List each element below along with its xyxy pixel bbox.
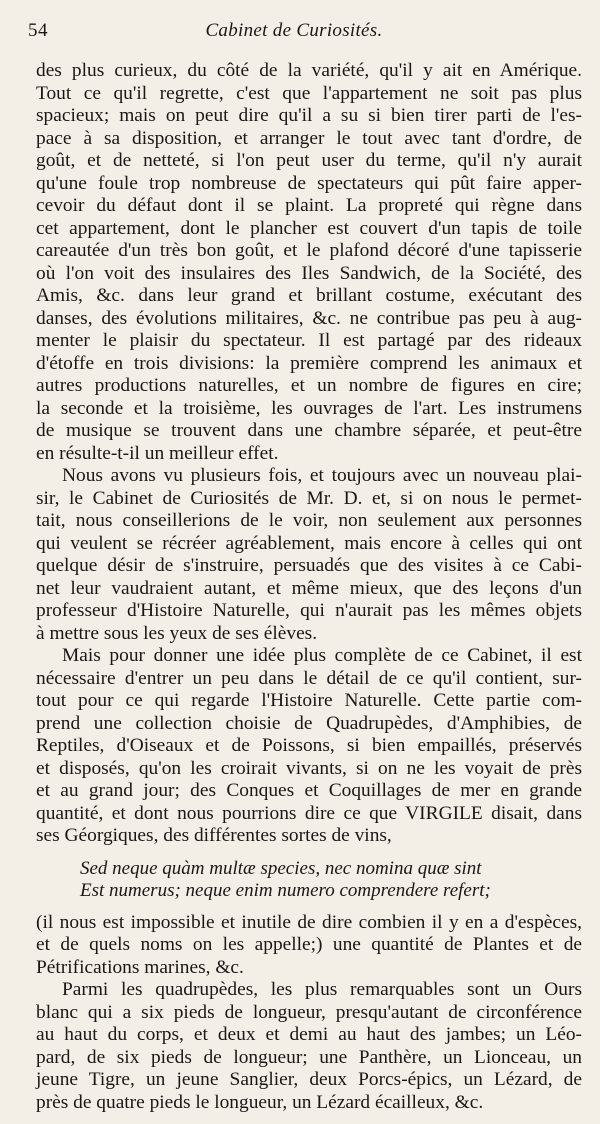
text-line: et de quels noms on les appelle;) une quantité de Plantes et de (36, 934, 582, 955)
running-title: Cabinet de Curiosités. (205, 20, 383, 41)
text-line: pace à sa disposition, et arranger le tout avec tant d'ordre, de (36, 127, 582, 149)
latin-verse (36, 858, 582, 902)
text-line: Pétrifications marines, &c. (36, 956, 244, 978)
text-line: danses, des évolutions militaires, &c. ne contribue pas peu à aug- (36, 307, 582, 329)
text-line: professeur d'Histoire Naturelle, qui n'aurait pas les mêmes objets (36, 600, 582, 621)
page-number: 54 (28, 20, 48, 41)
paragraph (36, 60, 582, 465)
page-body (36, 60, 582, 1114)
text-line: pard, de six pieds de longueur; une Panthère, un Lionceau, un (36, 1046, 582, 1068)
page-header (28, 18, 560, 48)
text-line: careautée d'un très bon goût, et le plafond décoré d'une tapisserie (36, 240, 582, 261)
verse-line: Sed neque quàm multæ species, nec nomina quæ sint (80, 857, 482, 879)
text-line: d'étoffe en trois divisions: la première comprend les animaux et (36, 352, 582, 374)
text-line: jeune Tigre, un jeune Sanglier, deux Porcs-épics, un Lézard, de (36, 1069, 582, 1090)
paragraph (36, 979, 582, 1114)
text-line: autres productions naturelles, et un nombre de figures en cire; (36, 375, 582, 396)
text-line: et au grand jour; des Conques et Coquillages de mer en grande (36, 780, 582, 801)
text-line: qui veulent se récréer agréablement, mais encore à celles qui ont (36, 532, 582, 554)
text-line: net leur vaudraient autant, et même mieux, que des leçons d'un (36, 577, 582, 599)
text-line: tait, nous conseillerions de le voir, non seulement aux personnes (36, 510, 582, 531)
text-line: près de quatre pieds le longueur, un Lézard écailleux, &c. (36, 1091, 484, 1113)
text-line: quelque désir de s'instruire, persuadés que des visites à ce Cabi- (36, 555, 582, 576)
text-line: au haut du corps, et deux et demi au haut des jambes; un Léo- (36, 1024, 582, 1045)
text-line: de musique se trouvent dans une chambre séparée, et peut-être (36, 420, 582, 441)
text-line: blanc qui a six pieds de longueur, presqu'autant de circonférence (36, 1001, 582, 1023)
text-line: et disposés, qu'on les croirait vivants, si on ne les voyait de près (36, 757, 582, 779)
spacer (36, 902, 582, 912)
verse-line: Est numerus; neque enim numero comprendere refert; (80, 879, 491, 901)
text-line: à mettre sous les yeux de ses élèves. (36, 622, 318, 644)
text-line: (il nous est impossible et inutile de dire combien il y en a d'espèces, (36, 911, 582, 933)
text-line: en résulte-t-il un meilleur effet. (36, 442, 279, 464)
text-line: Nous avons vu plusieurs fois, et toujours avec un nouveau plai- (62, 465, 582, 486)
text-line: goût, et de netteté, si l'on peut user du terme, qu'il n'y aurait (36, 150, 582, 171)
text-line: nécessaire d'entrer un peu dans le détail de ce qu'il contient, sur- (36, 667, 582, 689)
text-line: qu'une foule trop nombreuse de spectateurs qui pût faire apper- (36, 172, 582, 194)
paragraph (36, 912, 582, 980)
text-line: Amis, &c. dans leur grand et brillant costume, exécutant des (36, 285, 582, 306)
text-line: cet appartement, dont le plancher est couvert d'un tapis de toile (36, 217, 582, 239)
text-line: Mais pour donner une idée plus complète de ce Cabinet, il est (62, 645, 582, 666)
text-line: Parmi les quadrupèdes, les plus remarquables sont un Ours (62, 979, 582, 1000)
text-line: ses Géorgiques, des différentes sortes de vins, (36, 825, 392, 846)
text-line: tout pour ce qui regarde l'Histoire Naturelle. Cette partie com- (36, 690, 582, 711)
text-line: menter le plaisir du spectateur. Il est partagé par des rideaux (36, 330, 582, 351)
paragraph (36, 465, 582, 645)
text-line: Reptiles, d'Oiseaux et de Poissons, si bien empaillés, préservés (36, 735, 582, 756)
text-line: prend une collection choisie de Quadrupèdes, d'Amphibies, de (36, 712, 582, 734)
text-line: spacieux; mais on peut dire qu'il a su si bien tirer parti de l'es- (36, 105, 582, 126)
spacer (36, 848, 582, 858)
text-line: cevoir du défaut dont il se plaint. La propreté qui règne dans (36, 195, 582, 216)
text-line: Tout ce qu'il regrette, c'est que l'appartement ne soit pas plus (36, 82, 582, 104)
text-line: des plus curieux, du côté de la variété, qu'il y ait en Amérique. (36, 60, 582, 81)
text-line: quantité, et dont nous pourrions dire ce que VIRGILE disait, dans (36, 802, 582, 824)
text-line: la seconde et la troisième, les ouvrages de l'art. Les instrumens (36, 397, 582, 419)
text-line: sir, le Cabinet de Curiosités de Mr. D. et, si on nous le permet- (36, 487, 582, 509)
paragraph (36, 645, 582, 848)
text-line: où l'on voit des insulaires des Iles Sandwich, de la Société, des (36, 262, 582, 284)
